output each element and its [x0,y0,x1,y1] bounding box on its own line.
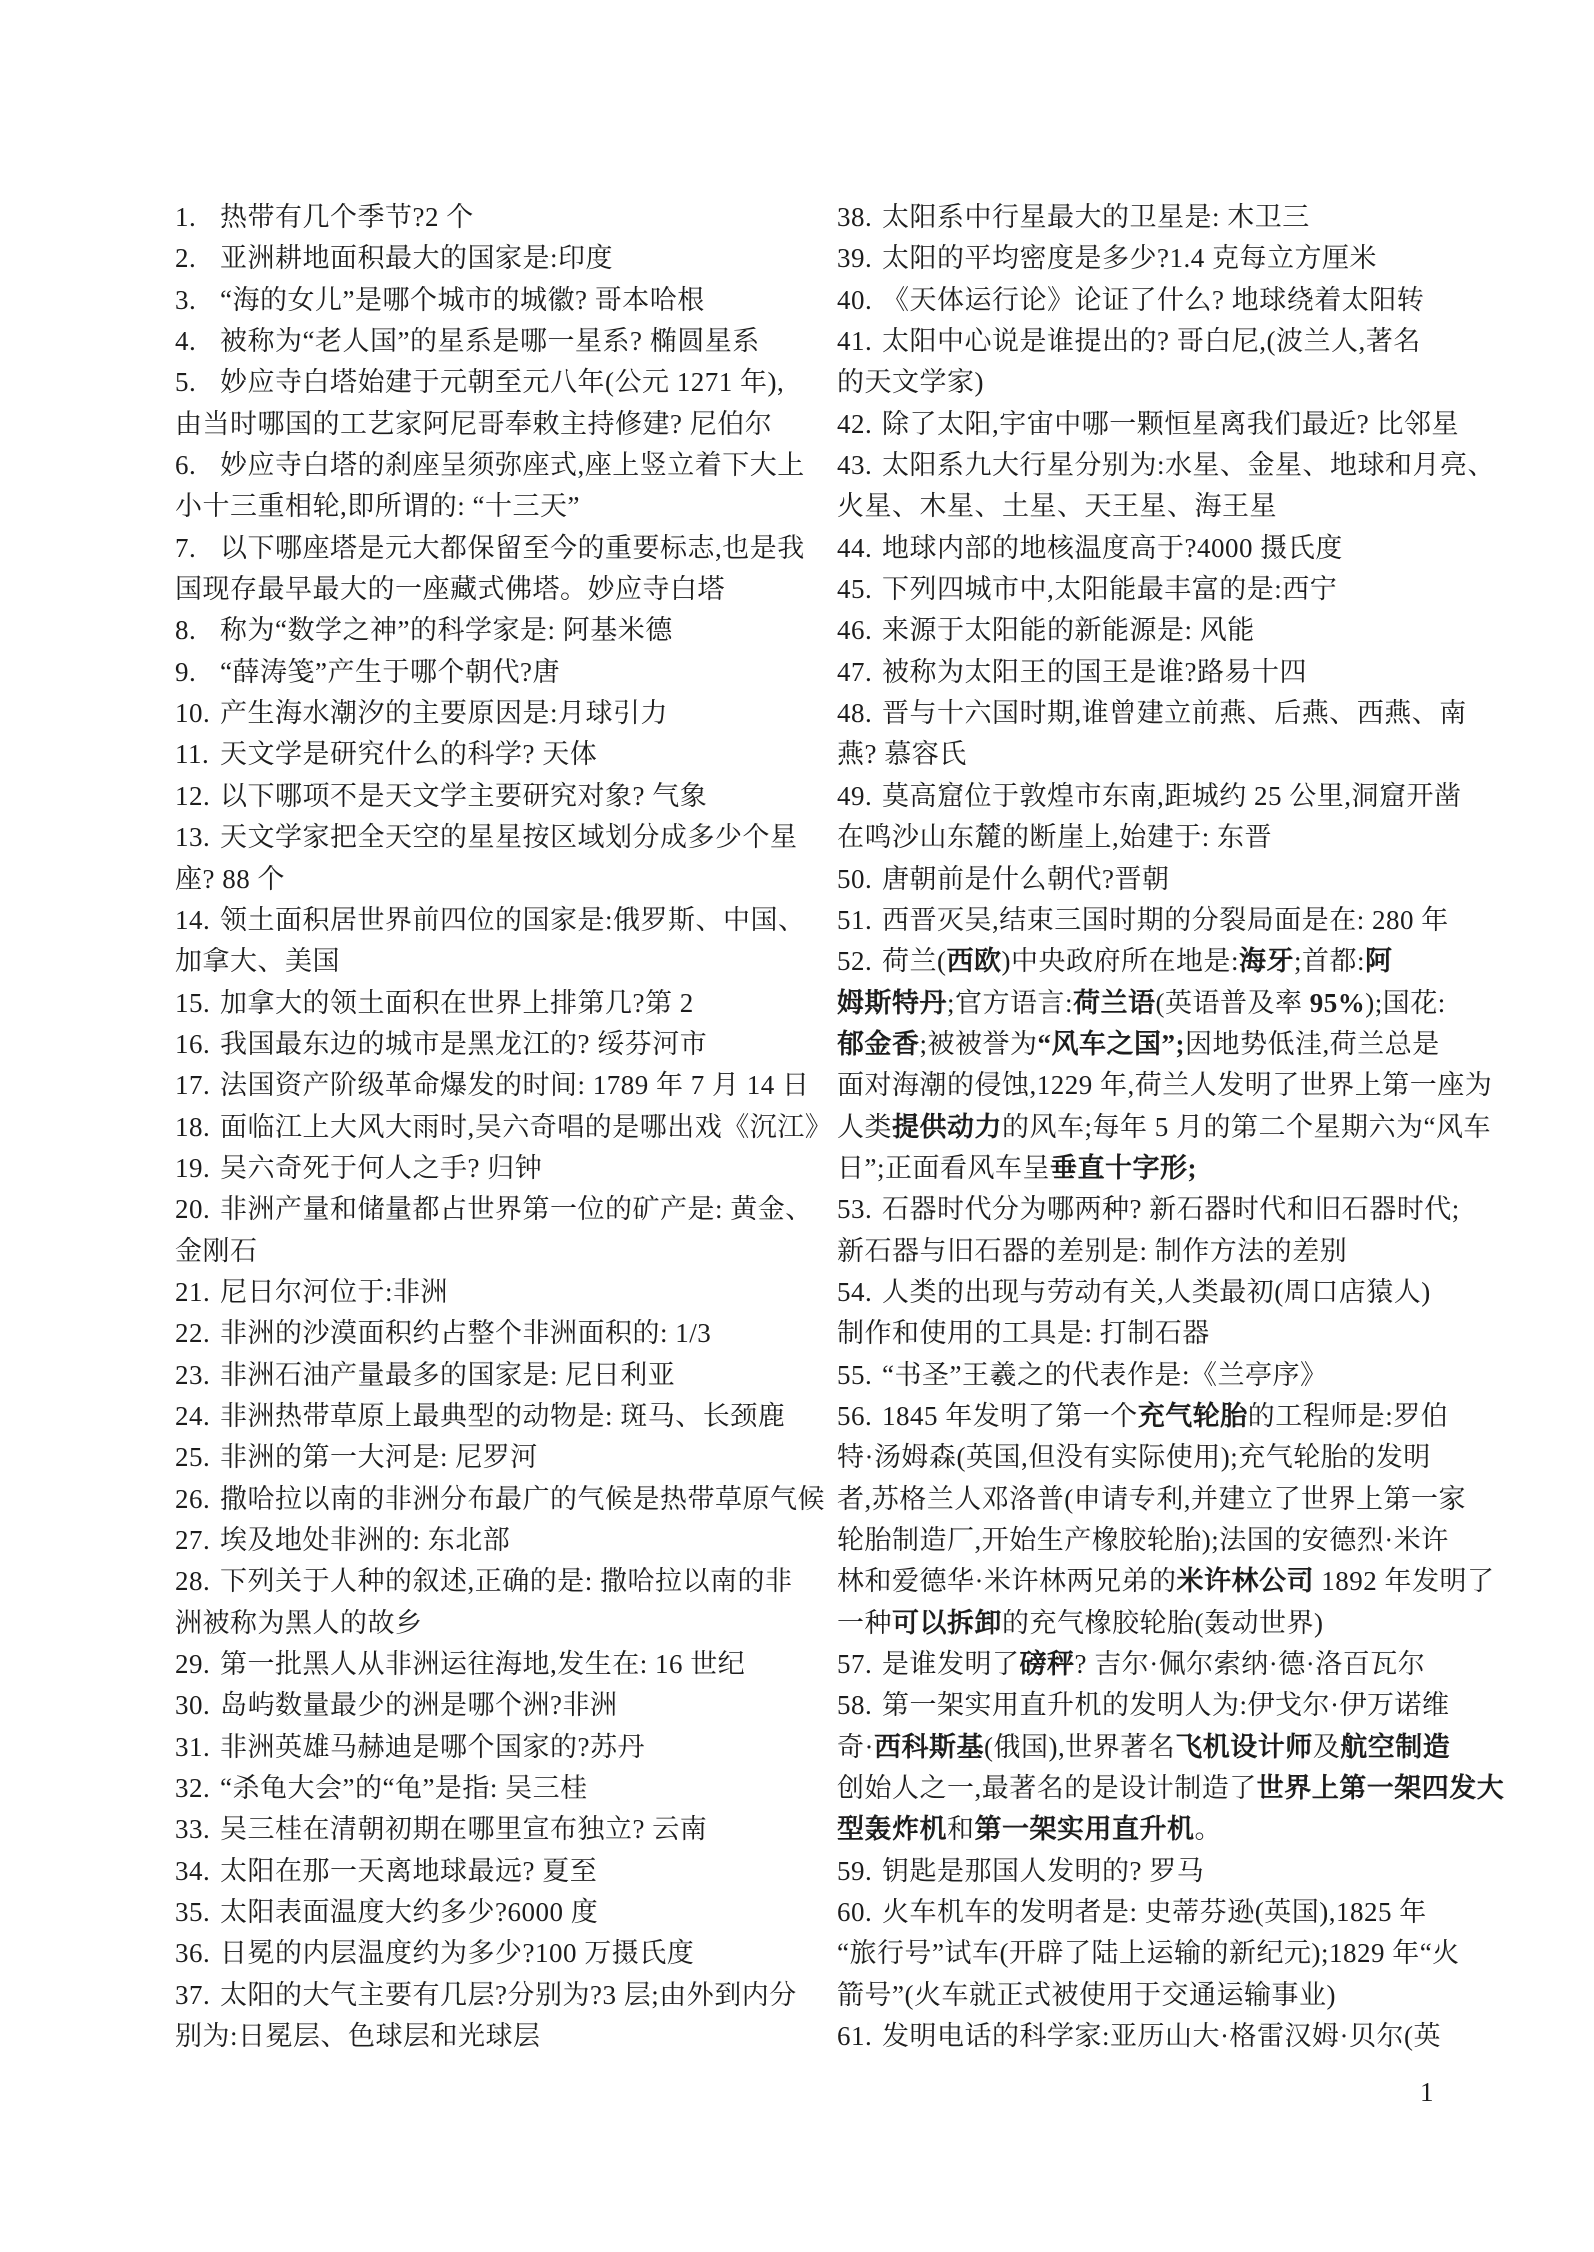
question-line [175,1396,832,1437]
continuation-line [837,1024,1504,1065]
text-segment: 的天文学家) [837,367,984,398]
question-line [175,1685,832,1726]
text-segment: 以下哪座塔是元大都保留至今的重要标志,也是我 [220,532,805,563]
item-number: 43. [837,450,873,481]
item-number: 5. [175,367,197,398]
text-segment: 林和爱德华·米许林两兄弟的 [837,1566,1177,1597]
continuation-line [837,1975,1504,2016]
text-segment: 吴三桂在清朝初期在哪里宣布独立? 云南 [220,1814,708,1845]
item-number: 54. [837,1276,873,1307]
item-number: 53. [837,1194,873,1225]
item-number: 48. [837,698,873,729]
text-segment: 唐朝前是什么朝代?晋朝 [882,863,1170,894]
text-segment: 人类 [837,1111,892,1142]
question-line [175,280,832,321]
item-number: 17. [175,1070,211,1101]
continuation-line [175,859,832,900]
text-segment: 。 [1194,1814,1222,1845]
item-number: 35. [175,1897,211,1928]
text-segment: 下列关于人种的叙述,正确的是: 撒哈拉以南的非 [220,1566,793,1597]
bold-text: 提供动力 [892,1111,1002,1142]
bold-text: 海牙 [1239,946,1294,977]
item-number: 11. [175,739,210,770]
text-segment: 及 [1312,1731,1341,1762]
question-line [837,569,1504,610]
continuation-line [837,1520,1504,1561]
item-number: 26. [175,1483,211,1514]
item-number: 47. [837,656,873,687]
text-segment: 太阳中心说是谁提出的? 哥白尼,(波兰人,著名 [882,326,1421,357]
question-line [175,693,832,734]
text-segment: 被称为“老人国”的星系是哪一星系? 椭圆星系 [220,326,760,357]
question-line [837,859,1504,900]
question-line [837,1396,1504,1437]
continuation-line [837,1727,1504,1768]
text-segment: 领土面积居世界前四位的国家是:俄罗斯、中国、 [220,904,806,935]
question-line [175,1437,832,1478]
text-segment: 热带有几个季节?2 个 [220,202,474,232]
text-segment: 太阳的平均密度是多少?1.4 克每立方厘米 [882,243,1377,274]
text-segment: 一种 [837,1607,892,1638]
text-segment: 非洲石油产量最多的国家是: 尼日利亚 [220,1359,676,1390]
continuation-line [175,2016,832,2057]
question-line [175,1975,832,2016]
question-line [175,1024,832,1065]
continuation-line [837,1603,1504,1644]
item-number: 31. [175,1731,211,1762]
item-number: 45. [837,574,873,605]
text-segment: 奇· [837,1731,874,1762]
text-segment: 《天体运行论》论证了什么? 地球绕着太阳转 [882,284,1425,315]
bold-text: 95% [1309,987,1366,1018]
continuation-line [837,1479,1504,1520]
text-segment: 钥匙是那国人发明的? 罗马 [882,1855,1205,1886]
question-line [175,1520,832,1561]
text-segment: 制作和使用的工具是: 打制石器 [837,1318,1210,1349]
item-number: 28. [175,1566,211,1597]
bold-text: 姆斯特丹 [837,987,947,1018]
continuation-line [175,404,832,445]
text-segment: 天文学是研究什么的科学? 天体 [220,739,598,770]
text-segment: 撒哈拉以南的非洲分布最广的气候是热带草原气候 [220,1483,825,1514]
item-number: 10. [175,698,211,729]
item-number: 34. [175,1855,211,1886]
item-number: 32. [175,1773,211,1804]
question-line [837,2016,1504,2057]
question-line [837,404,1504,445]
text-segment: 火车机车的发明者是: 史蒂芬逊(英国),1825 年 [882,1897,1427,1928]
question-line [175,528,832,569]
item-number: 2. [175,243,197,274]
text-segment: 我国最东边的城市是黑龙江的? 绥芬河市 [220,1028,708,1059]
item-number: 51. [837,904,873,935]
text-segment: 燕? 慕容氏 [837,739,967,770]
question-line [175,197,832,238]
text-segment: 地球内部的地核温度高于?4000 摄氏度 [882,532,1343,563]
text-segment: 洲被称为黑人的故乡 [175,1607,423,1638]
continuation-line [837,1107,1504,1148]
question-line [175,900,832,941]
question-line [175,321,832,362]
text-segment: 岛屿数量最少的洲是哪个洲?非洲 [220,1690,618,1721]
question-line [175,1892,832,1933]
page-number: 1 [1420,2077,1434,2107]
item-number: 44. [837,532,873,563]
item-number: 52. [837,946,873,977]
text-segment: 1845 年发明了第一个 [882,1400,1138,1431]
item-number: 14. [175,904,211,935]
item-number: 3. [175,284,197,315]
continuation-line [837,1933,1504,1974]
question-line [837,1355,1504,1396]
text-segment: 太阳表面温度大约多少?6000 度 [220,1897,599,1928]
text-segment: 荷兰( [882,946,947,977]
bold-text: 荷兰语 [1073,987,1156,1018]
text-segment: 石器时代分为哪两种? 新石器时代和旧石器时代; [882,1194,1460,1225]
question-line [175,1851,832,1892]
question-line [837,1189,1504,1230]
text-segment: 以下哪项不是天文学主要研究对象? 气象 [220,780,708,811]
question-line [175,1065,832,1106]
text-segment: 是谁发明了 [882,1649,1020,1680]
question-line [175,1561,832,1602]
question-line [175,1272,832,1313]
item-number: 25. [175,1442,211,1473]
continuation-line [837,817,1504,858]
item-number: 23. [175,1359,211,1390]
item-number: 33. [175,1814,211,1845]
text-segment: 座? 88 个 [175,863,285,894]
item-number: 13. [175,822,211,853]
item-number: 40. [837,284,873,315]
text-segment: 加拿大的领土面积在世界上排第几?第 2 [220,987,694,1018]
text-segment: 尼日尔河位于:非洲 [220,1276,449,1307]
continuation-line [837,362,1504,403]
item-number: 42. [837,408,873,439]
text-segment: 太阳在那一天离地球最远? 夏至 [220,1855,598,1886]
question-line [837,528,1504,569]
continuation-line [837,1313,1504,1354]
text-segment: 小十三重相轮,即所谓的: “十三天” [175,491,580,522]
item-number: 9. [175,656,197,687]
question-line [837,197,1504,238]
text-segment: 日”;正面看风车呈 [837,1152,1050,1183]
item-number: 15. [175,987,211,1018]
item-number: 39. [837,243,873,274]
item-number: 12. [175,780,211,811]
question-line [175,652,832,693]
item-number: 58. [837,1690,873,1721]
text-segment: 法国资产阶级革命爆发的时间: 1789 年 7 月 14 日 [220,1070,810,1101]
item-number: 41. [837,326,873,357]
item-number: 18. [175,1111,211,1142]
text-segment: 第一架实用直升机的发明人为:伊戈尔·伊万诺维 [882,1690,1450,1721]
continuation-line [837,983,1504,1024]
continuation-line [175,1231,832,1272]
text-segment: 在鸣沙山东麓的断崖上,始建于: 东晋 [837,822,1273,853]
question-line [837,1272,1504,1313]
bold-text: 充气轮胎 [1137,1400,1248,1431]
item-number: 37. [175,1979,211,2010]
bold-text: 航空制造 [1340,1731,1451,1762]
text-segment: 太阳系九大行星分别为:水星、金星、地球和月亮、 [882,450,1496,481]
continuation-line [837,1231,1504,1272]
item-number: 6. [175,450,197,481]
question-line [175,734,832,775]
text-segment: )中央政府所在地是: [1001,946,1239,977]
text-segment: 产生海水潮汐的主要原因是:月球引力 [220,698,669,729]
item-number: 29. [175,1649,211,1680]
text-segment: 太阳系中行星最大的卫星是: 木卫三 [882,202,1310,232]
bold-text: 可以拆卸 [892,1607,1002,1638]
text-segment: 西晋灭吴,结束三国时期的分裂局面是在: 280 年 [882,904,1449,935]
text-segment: 因地势低洼,荷兰总是 [1185,1028,1440,1059]
question-line [175,1189,832,1230]
question-line [837,610,1504,651]
text-segment: 非洲英雄马赫迪是哪个国家的?苏丹 [220,1731,645,1762]
text-segment: 1892 年发明了 [1314,1566,1495,1597]
text-segment: 妙应寺白塔始建于元朝至元八年(公元 1271 年), [220,367,785,398]
question-line [837,1685,1504,1726]
item-number: 46. [837,615,873,646]
item-number: 60. [837,1897,873,1928]
question-line [175,1809,832,1850]
text-segment: 国现存最早最大的一座藏式佛塔。妙应寺白塔 [175,574,725,605]
text-segment: 火星、木星、土星、天王星、海王星 [837,491,1277,522]
text-segment: “旅行号”试车(开辟了陆上运输的新纪元);1829 年“火 [837,1938,1460,1969]
text-segment: 第一批黑人从非洲运往海地,发生在: 16 世纪 [220,1649,746,1680]
item-number: 1. [175,202,197,232]
text-segment: 称为“数学之神”的科学家是: 阿基米德 [220,615,673,646]
question-line [175,1107,832,1148]
question-line [175,817,832,858]
text-segment: 非洲产量和储量都占世界第一位的矿产是: 黄金、 [220,1194,813,1225]
question-line [175,238,832,279]
question-line [175,1727,832,1768]
item-number: 49. [837,780,873,811]
text-segment: 来源于太阳能的新能源是: 风能 [882,615,1255,646]
item-number: 22. [175,1318,211,1349]
text-segment: 被称为太阳王的国王是谁?路易十四 [882,656,1307,687]
text-segment: 创始人之一,最著名的是设计制造了 [837,1773,1257,1804]
bold-text: 阿 [1365,946,1393,977]
text-segment: 的工程师是:罗伯 [1247,1400,1449,1431]
text-segment: 的充气橡胶轮胎(轰动世界) [1002,1607,1324,1638]
text-segment: 非洲热带草原上最典型的动物是: 斑马、长颈鹿 [220,1400,786,1431]
continuation-line [175,941,832,982]
question-line [837,1892,1504,1933]
question-line [175,983,832,1024]
text-segment: ;被被誉为 [919,1028,1038,1059]
continuation-line [837,486,1504,527]
question-line [837,445,1504,486]
text-segment: 非洲的第一大河是: 尼罗河 [220,1442,538,1473]
text-segment: 天文学家把全天空的星星按区域划分成多少个星 [220,822,798,853]
item-number: 55. [837,1359,873,1390]
question-line [837,652,1504,693]
bold-text: 西科斯基 [874,1731,984,1762]
text-segment: 吴六奇死于何人之手? 归钟 [220,1152,543,1183]
question-line [837,1851,1504,1892]
text-segment: ;官方语言: [947,987,1074,1018]
text-segment: 莫高窟位于敦煌市东南,距城约 25 公里,洞窟开凿 [882,780,1462,811]
question-line [175,1479,832,1520]
question-line [837,693,1504,734]
question-line [837,1644,1504,1685]
question-line [837,238,1504,279]
text-segment: 的风车;每年 5 月的第二个星期六为“风车 [1002,1111,1491,1142]
question-line [175,445,832,486]
item-number: 16. [175,1028,211,1059]
continuation-line [837,1809,1504,1850]
left-column [175,197,832,2057]
question-line [175,1313,832,1354]
text-segment: 轮胎制造厂,开始生产橡胶轮胎);法国的安德烈·米许 [837,1525,1449,1555]
item-number: 59. [837,1855,873,1886]
item-number: 24. [175,1400,211,1431]
text-segment: 亚洲耕地面积最大的国家是:印度 [220,243,614,274]
text-segment: 妙应寺白塔的刹座呈须弥座式,座上竖立着下大上 [220,450,805,481]
continuation-line [837,1768,1504,1809]
bold-text: 郁金香 [837,1028,920,1059]
item-number: 8. [175,615,197,646]
text-segment: 人类的出现与劳动有关,人类最初(周口店猿人) [882,1276,1431,1307]
item-number: 38. [837,202,873,232]
bold-text: 磅秤 [1019,1649,1075,1680]
text-segment: “杀龟大会”的“龟”是指: 吴三桂 [220,1773,588,1804]
item-number: 21. [175,1276,211,1307]
bold-text: “风车之国”; [1037,1028,1186,1059]
continuation-line [175,1603,832,1644]
right-column [837,197,1504,2057]
text-segment: 和 [947,1814,975,1845]
text-segment: 别为:日冕层、色球层和光球层 [175,2021,541,2052]
question-line [175,1933,832,1974]
question-line [175,1644,832,1685]
item-number: 4. [175,326,197,357]
text-segment: 特·汤姆森(英国,但没有实际使用);充气轮胎的发明 [837,1442,1431,1473]
text-segment: 太阳的大气主要有几层?分别为?3 层;由外到内分 [220,1979,797,2010]
question-line [837,321,1504,362]
bold-text: 米许林公司 [1176,1566,1314,1597]
bold-text: 世界上第一架四发大 [1256,1773,1505,1804]
text-segment: “书圣”王羲之的代表作是:《兰亭序》 [882,1359,1328,1390]
text-segment: ;首都: [1294,946,1366,977]
continuation-line [837,1148,1504,1189]
text-segment: (英语普及率 [1155,987,1310,1018]
item-number: 20. [175,1194,211,1225]
text-segment: 金刚石 [175,1235,258,1266]
continuation-line [837,1437,1504,1478]
text-segment: ? 吉尔·佩尔索纳·德·洛百瓦尔 [1074,1649,1426,1680]
text-segment: 面临江上大风大雨时,吴六奇唱的是哪出戏《沉江》 [220,1111,833,1142]
text-segment: );国花: [1365,987,1446,1018]
bold-text: 西欧 [946,946,1002,977]
continuation-line [175,486,832,527]
text-segment: (俄国),世界著名 [984,1731,1176,1762]
item-number: 61. [837,2021,873,2052]
continuation-line [837,734,1504,775]
question-line [837,776,1504,817]
text-segment: 新石器与旧石器的差别是: 制作方法的差别 [837,1235,1348,1266]
item-number: 56. [837,1400,873,1431]
question-line [175,1768,832,1809]
continuation-line [837,1561,1504,1602]
item-number: 7. [175,532,197,563]
text-segment: “薛涛笺”产生于哪个朝代?唐 [220,656,560,687]
question-line [175,1148,832,1189]
question-line [175,776,832,817]
text-segment: 者,苏格兰人邓洛普(申请专利,并建立了世界上第一家 [837,1483,1466,1514]
text-segment: 下列四城市中,太阳能最丰富的是:西宁 [882,574,1338,605]
text-segment: “海的女儿”是哪个城市的城徽? 哥本哈根 [220,284,705,315]
text-segment: 由当时哪国的工艺家阿尼哥奉敕主持修建? 尼伯尔 [175,408,773,439]
bold-text: 垂直十字形; [1050,1152,1197,1183]
question-line [837,941,1504,982]
continuation-line [175,569,832,610]
item-number: 50. [837,863,873,894]
bold-text: 第一架实用直升机 [974,1814,1195,1845]
question-line [175,610,832,651]
item-number: 36. [175,1938,211,1969]
text-segment: 非洲的沙漠面积约占整个非洲面积的: 1/3 [220,1318,712,1349]
text-segment: 箭号”(火车就正式被使用于交通运输事业) [837,1979,1336,2010]
question-line [175,1355,832,1396]
bold-text: 型轰炸机 [837,1814,947,1845]
question-line [837,280,1504,321]
continuation-line [837,1065,1504,1106]
question-line [837,900,1504,941]
item-number: 27. [175,1525,211,1555]
text-segment: 面对海潮的侵蚀,1229 年,荷兰人发明了世界上第一座为 [837,1070,1493,1101]
item-number: 57. [837,1649,873,1680]
text-segment: 除了太阳,宇宙中哪一颗恒星离我们最近? 比邻星 [882,408,1459,439]
text-segment: 日冕的内层温度约为多少?100 万摄氏度 [220,1938,695,1969]
item-number: 19. [175,1152,211,1183]
bold-text: 飞机设计师 [1175,1731,1313,1762]
question-line [175,362,832,403]
text-segment: 加拿大、美国 [175,946,340,977]
text-segment: 埃及地处非洲的: 东北部 [220,1525,511,1555]
item-number: 30. [175,1690,211,1721]
text-segment: 发明电话的科学家:亚历山大·格雷汉姆·贝尔(英 [882,2021,1441,2052]
text-segment: 晋与十六国时期,谁曾建立前燕、后燕、西燕、南 [882,698,1467,729]
